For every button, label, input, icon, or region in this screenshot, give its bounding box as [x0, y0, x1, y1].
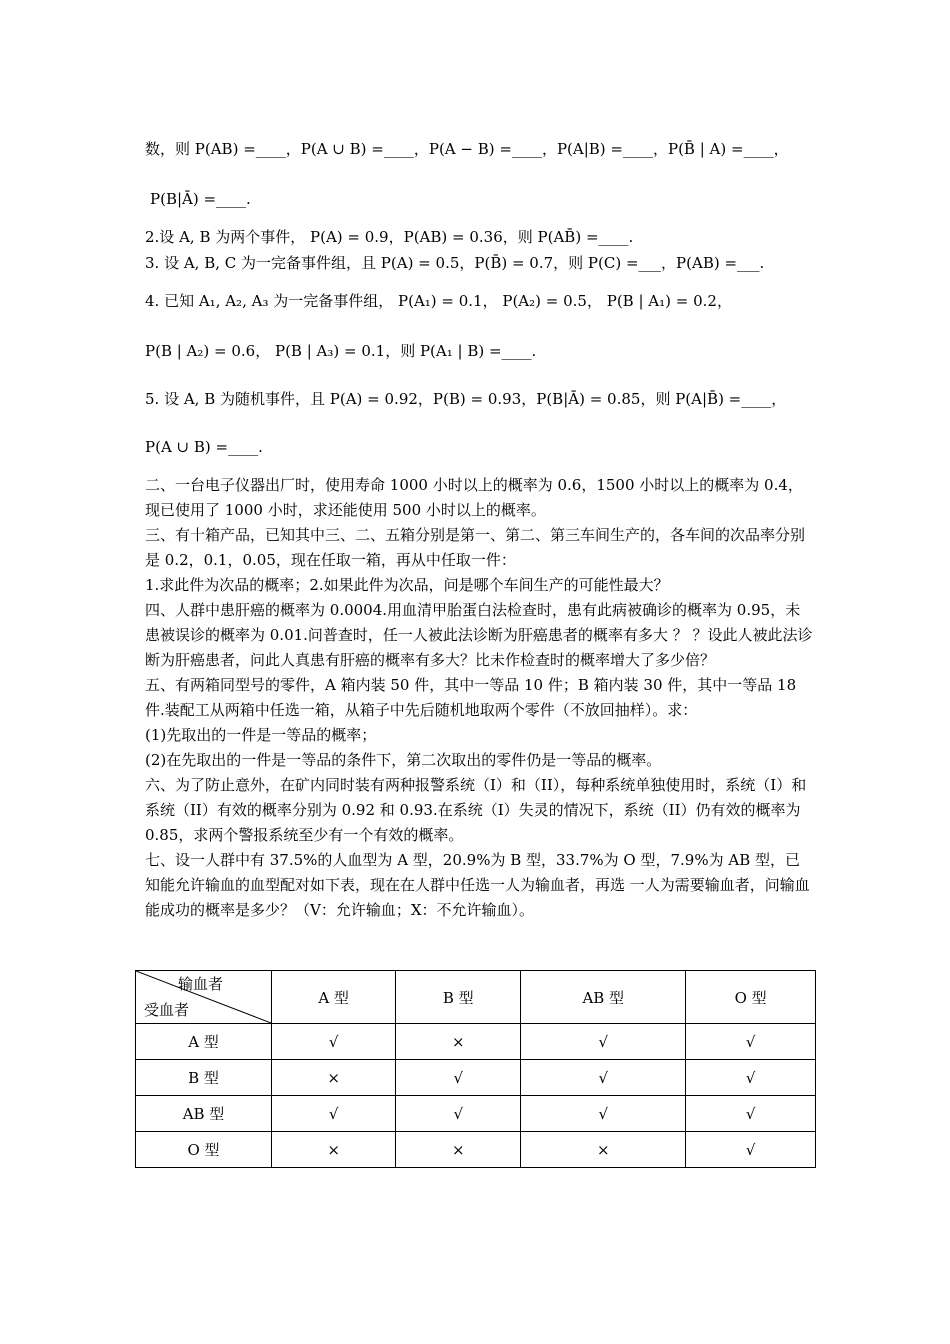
paragraph: 五、有两箱同型号的零件，A 箱内装 50 件，其中一等品 10 件；B 箱内装 30 件，其中一等品 18 件.装配工从两箱中任选一箱，从箱子中先后随机地取两个零件（不放回抽样）。求： — [145, 676, 797, 719]
paragraph: (2)在先取出的一件是一等品的条件下，第二次取出的零件仍是一等品的概率。 — [145, 751, 662, 769]
q4-line2: P(B | A₂) = 0.6， P(B | A₃) = 0.1，则 P(A₁ | B) =____. — [145, 342, 537, 360]
q2-text: 2.设 A, B 为两个事件， P(A) = 0.9，P(AB) = 0.36，则 P(AB̄) =____. — [145, 228, 634, 246]
row-header: A 型 — [136, 1024, 272, 1060]
paragraph: 六、为了防止意外，在矿内同时装有两种报警系统（I）和（II），每种系统单独使用时，系统（I）和系统（II）有效的概率分别为 0.92 和 0.93.在系统（I）失灵的情况下，系统（II）仍有效的概率为 0.85，求两个警报系统至少有一个有效的概率。 — [145, 776, 807, 844]
row-header: O 型 — [136, 1132, 272, 1168]
column-header: O 型 — [686, 971, 816, 1024]
table-row — [136, 1132, 816, 1168]
table-cell: √ — [686, 1060, 816, 1096]
corner-recipient-label: 受血者 — [144, 1001, 190, 1019]
paragraph: 三、有十箱产品，已知其中三、二、五箱分别是第一、第二、第三车间生产的，各车间的次品率分别是 0.2，0.1，0.05，现在任取一箱，再从中任取一件： — [145, 526, 806, 569]
table-cell: √ — [521, 1060, 686, 1096]
paragraph: 二、一台电子仪器出厂时，使用寿命 1000 小时以上的概率为 0.6，1500 小时以上的概率为 0.4，现已使用了 1000 小时，求还能使用 500 小时以上的概率。 — [145, 476, 803, 519]
table-cell: √ — [272, 1096, 396, 1132]
table-cell: √ — [686, 1024, 816, 1060]
table-cell: × — [396, 1132, 521, 1168]
table-cell: √ — [272, 1024, 396, 1060]
q5-line1: 5. 设 A, B 为随机事件，且 P(A) = 0.92，P(B) = 0.93，P(B|Ā) = 0.85，则 P(A|B̄) =____， — [145, 390, 787, 408]
table-row — [136, 1024, 816, 1060]
table-cell: × — [521, 1132, 686, 1168]
column-header: B 型 — [396, 971, 521, 1024]
paragraph: 四、人群中患肝癌的概率为 0.0004.用血清甲胎蛋白法检查时，患有此病被确诊的概率为 0.95，未患被误诊的概率为 0.01.问普查时，任一人被此法诊断为肝癌患者的概率有多大 ？ ？设此人被此法诊断为肝癌患者，问此人真患有肝癌的概率有多大？比未作检查时的概率增大了多少倍？ — [145, 601, 813, 669]
paragraph: 七、设一人群中有 37.5%的人血型为 A 型，20.9%为 B 型，33.7%为 O 型，7.9%为 AB 型，已知能允许输血的血型配对如下表，现在在人群中任选一人为输血者，再选 一人为需要输血者，问输血能成功的概率是多少？（V：允许输血；X：不允许输血）。 — [145, 851, 810, 919]
table-corner-cell — [136, 971, 272, 1024]
table-row — [136, 1060, 816, 1096]
q1-line1: 数，则 P(AB) =____，P(A ∪ B) =____，P(A − B) =____，P(A|B) =____，P(B̄ | A) =____， — [145, 140, 789, 158]
row-header: B 型 — [136, 1060, 272, 1096]
q1-line2: P(B|Ā) =____. — [150, 190, 251, 208]
table-cell: √ — [396, 1060, 521, 1096]
table-row — [136, 1096, 816, 1132]
row-header: AB 型 — [136, 1096, 272, 1132]
corner-donor-label: 输血者 — [178, 975, 224, 993]
q3-text: 3. 设 A, B, C 为一完备事件组，且 P(A) = 0.5，P(B̄) = 0.7，则 P(C) =___，P(AB) =___. — [145, 254, 765, 272]
blood-transfusion-table — [135, 970, 816, 1168]
paragraph: (1)先取出的一件是一等品的概率； — [145, 726, 377, 744]
column-header: A 型 — [272, 971, 396, 1024]
table-cell: × — [272, 1060, 396, 1096]
q4-line1: 4. 已知 A₁, A₂, A₃ 为一完备事件组， P(A₁) = 0.1， P(A₂) = 0.5， P(B | A₁) = 0.2， — [145, 292, 732, 310]
problem-paragraphs — [145, 473, 813, 923]
table-cell: √ — [521, 1024, 686, 1060]
column-header: AB 型 — [521, 971, 686, 1024]
table-cell: √ — [686, 1132, 816, 1168]
table-cell: √ — [521, 1096, 686, 1132]
table-cell: √ — [686, 1096, 816, 1132]
table-header-row — [136, 971, 816, 1024]
table-cell: × — [272, 1132, 396, 1168]
paragraph: 1.求此件为次品的概率；2.如果此件为次品，问是哪个车间生产的可能性最大？ — [145, 576, 669, 594]
q5-line2: P(A ∪ B) =____. — [145, 438, 263, 456]
table-cell: × — [396, 1024, 521, 1060]
table-cell: √ — [396, 1096, 521, 1132]
